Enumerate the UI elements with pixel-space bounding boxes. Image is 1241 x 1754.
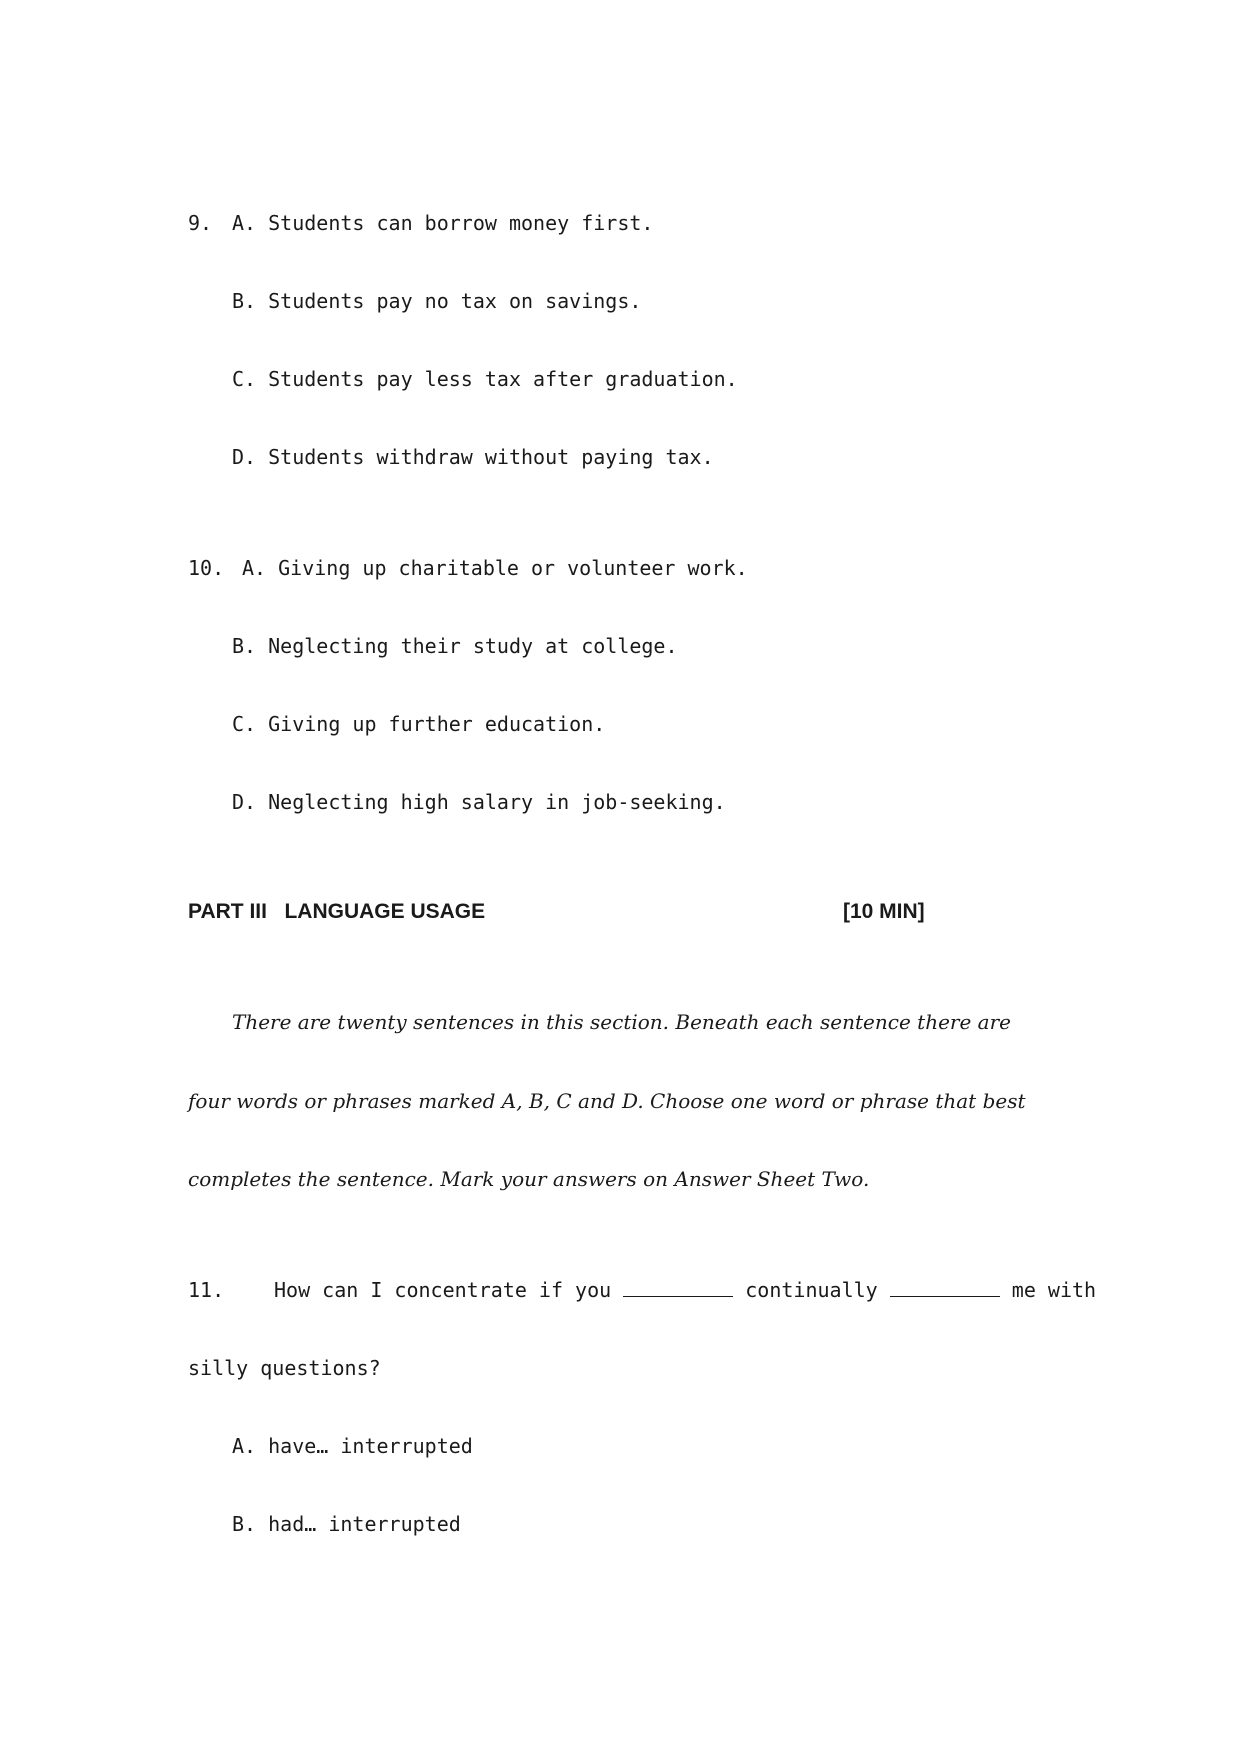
stem-text: me with: [1011, 1278, 1097, 1302]
option-a: A. Students can borrow money first.: [232, 211, 654, 235]
option-b: B. Students pay no tax on savings.: [232, 289, 642, 313]
option-b: B. had… interrupted: [232, 1512, 461, 1536]
question-stem-continued: silly questions?: [188, 1356, 381, 1380]
option-d: D. Neglecting high salary in job-seeking.: [232, 790, 726, 814]
question-number: 10.: [188, 556, 225, 580]
instruction-line: There are twenty sentences in this section. Beneath each sentence there are: [232, 1010, 1011, 1034]
option-c: C. Giving up further education.: [232, 712, 606, 736]
section-time: [10 MIN]: [843, 900, 925, 923]
option-a: A. Giving up charitable or volunteer work.: [242, 556, 748, 580]
instruction-line: completes the sentence. Mark your answers on Answer Sheet Two.: [188, 1167, 870, 1191]
option-c: C. Students pay less tax after graduation.: [232, 367, 738, 391]
stem-text: How can I concentrate if you: [274, 1278, 612, 1302]
section-title: PART III LANGUAGE USAGE: [188, 900, 486, 923]
instruction-line: four words or phrases marked A, B, C and D. Choose one word or phrase that best: [188, 1089, 1026, 1113]
question-stem: [274, 1278, 1096, 1302]
answer-blank: [623, 1278, 733, 1297]
option-b: B. Neglecting their study at college.: [232, 634, 678, 658]
option-a: A. have… interrupted: [232, 1434, 473, 1458]
answer-blank: [890, 1278, 1000, 1297]
option-d: D. Students withdraw without paying tax.: [232, 445, 714, 469]
question-number: 11.: [188, 1278, 225, 1302]
question-number: 9.: [188, 211, 213, 235]
stem-text: continually: [745, 1278, 878, 1302]
